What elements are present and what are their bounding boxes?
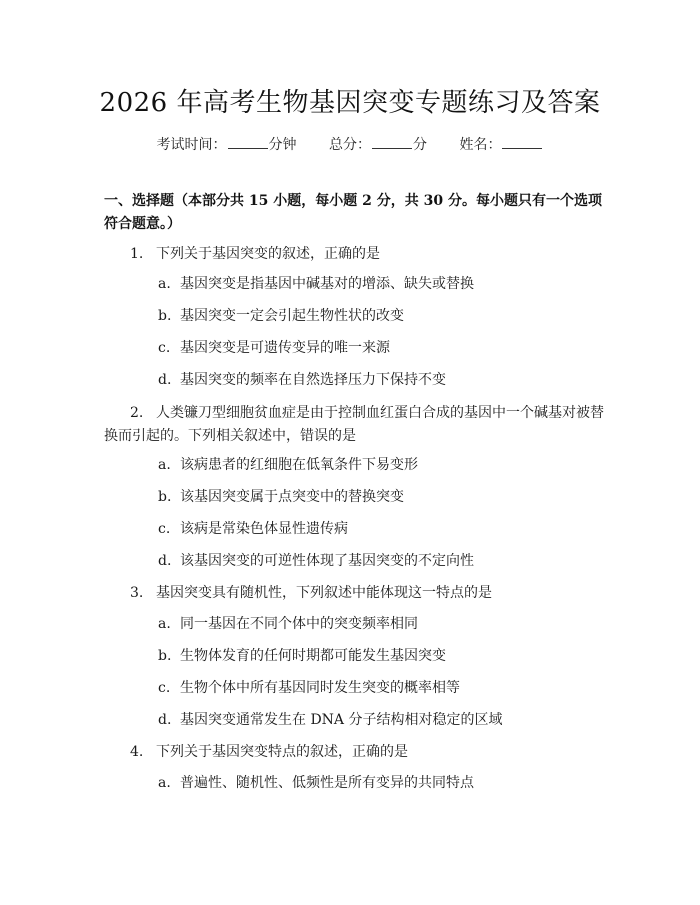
question-4 bbox=[104, 741, 604, 764]
option-2d[interactable] bbox=[158, 551, 598, 571]
option-2a[interactable] bbox=[158, 455, 598, 475]
option-1d[interactable] bbox=[158, 370, 598, 390]
option-text: 基因突变是可遗传变异的唯一来源 bbox=[180, 340, 390, 356]
option-text: 同一基因在不同个体中的突变频率相同 bbox=[180, 616, 418, 632]
option-text: 该病是常染色体显性遗传病 bbox=[180, 521, 348, 537]
option-2b[interactable] bbox=[158, 487, 598, 507]
option-text: 基因突变是指基因中碱基对的增添、缺失或替换 bbox=[180, 276, 474, 292]
exam-time-unit: 分钟 bbox=[268, 137, 297, 153]
question-number: 4. bbox=[130, 744, 144, 760]
question-1 bbox=[104, 243, 604, 266]
total-score-blank[interactable] bbox=[372, 134, 412, 149]
question-text: 下列关于基因突变的叙述，正确的是 bbox=[156, 246, 380, 262]
option-label: c. bbox=[158, 521, 171, 537]
total-score-unit: 分 bbox=[413, 137, 427, 153]
option-text: 该基因突变属于点突变中的替换突变 bbox=[180, 489, 404, 505]
question-text: 基因突变具有随机性，下列叙述中能体现这一特点的是 bbox=[156, 585, 492, 601]
option-text: 生物个体中所有基因同时发生突变的概率相等 bbox=[180, 680, 460, 696]
option-1c[interactable] bbox=[158, 338, 598, 358]
option-text: 基因突变一定会引起生物性状的改变 bbox=[180, 308, 404, 324]
section-heading: 一、选择题（本部分共 15 小题，每小题 2 分，共 30 分。每小题只有一个选项符合题意。） bbox=[104, 193, 602, 232]
option-3d[interactable] bbox=[158, 710, 598, 730]
option-label: a. bbox=[158, 457, 171, 473]
option-label: a. bbox=[158, 276, 171, 292]
option-1b[interactable] bbox=[158, 306, 598, 326]
option-text: 该病患者的红细胞在低氧条件下易变形 bbox=[180, 457, 418, 473]
question-number: 2. bbox=[130, 405, 144, 421]
option-label: d. bbox=[158, 372, 172, 388]
exam-time bbox=[157, 134, 297, 154]
exam-time-label: 考试时间： bbox=[156, 137, 227, 153]
option-label: a. bbox=[158, 775, 171, 791]
option-label: b. bbox=[158, 308, 172, 324]
student-name-blank[interactable] bbox=[502, 134, 542, 149]
option-label: c. bbox=[158, 680, 171, 696]
option-label: d. bbox=[158, 553, 172, 569]
option-3b[interactable] bbox=[158, 646, 598, 666]
exam-time-blank[interactable] bbox=[228, 134, 268, 149]
option-label: a. bbox=[158, 616, 171, 632]
question-number: 1. bbox=[130, 246, 144, 262]
option-text: 生物体发育的任何时期都可能发生基因突变 bbox=[180, 648, 446, 664]
option-label: b. bbox=[158, 489, 172, 505]
option-1a[interactable] bbox=[158, 274, 598, 294]
option-text: 基因突变通常发生在 DNA 分子结构相对稳定的区域 bbox=[180, 712, 503, 728]
document-title: 2026 年高考生物基因突变专题练习及答案 bbox=[99, 88, 601, 118]
option-label: c. bbox=[158, 340, 171, 356]
option-4a[interactable] bbox=[158, 773, 598, 793]
option-text: 普遍性、随机性、低频性是所有变异的共同特点 bbox=[180, 775, 474, 791]
option-label: d. bbox=[158, 712, 172, 728]
option-text: 该基因突变的可逆性体现了基因突变的不定向性 bbox=[180, 553, 474, 569]
total-score-label: 总分： bbox=[329, 137, 371, 153]
option-2c[interactable] bbox=[158, 519, 598, 539]
total-score bbox=[329, 134, 427, 154]
question-3 bbox=[104, 582, 604, 605]
option-label: b. bbox=[158, 648, 172, 664]
question-text: 下列关于基因突变特点的叙述，正确的是 bbox=[156, 744, 408, 760]
option-3a[interactable] bbox=[158, 614, 598, 634]
option-3c[interactable] bbox=[158, 678, 598, 698]
option-text: 基因突变的频率在自然选择压力下保持不变 bbox=[180, 372, 446, 388]
question-text: 人类镰刀型细胞贫血症是由于控制血红蛋白合成的基因中一个碱基对被替换而引起的。下列相关叙述中，错误的是 bbox=[104, 405, 604, 444]
question-2 bbox=[104, 402, 604, 448]
question-number: 3. bbox=[130, 585, 144, 601]
exam-info bbox=[0, 134, 700, 154]
student-name-label: 姓名： bbox=[459, 137, 502, 153]
student-name bbox=[459, 134, 543, 154]
